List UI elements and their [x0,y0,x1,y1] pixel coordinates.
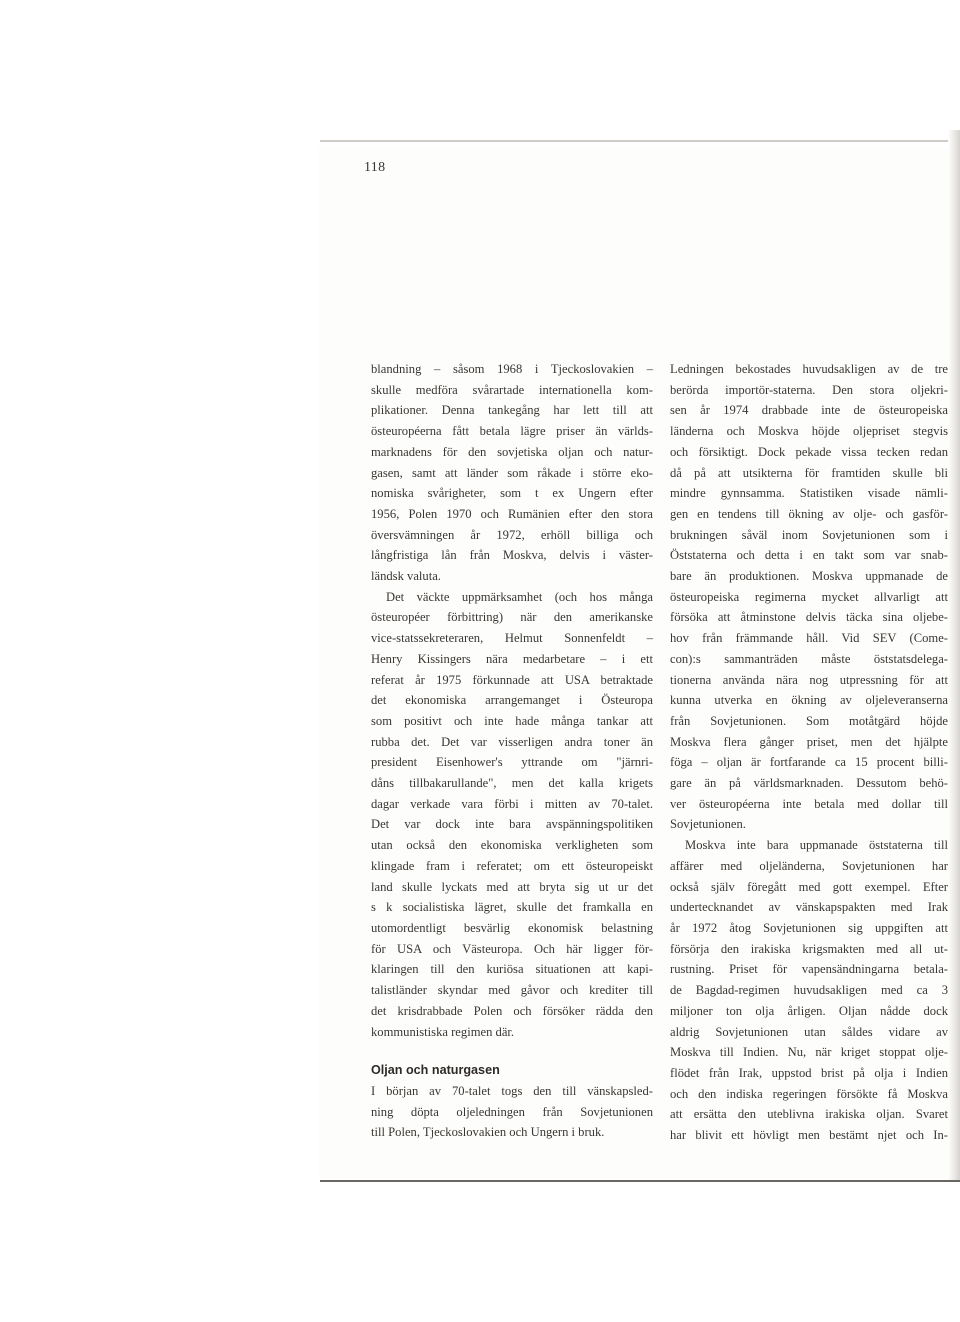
page-top-edge [320,140,960,142]
text-line: Moskva till Indien. Nu, när kriget stoppat olje- [670,1045,948,1060]
text-line: östeuropéerna fått betala lägre priser än världs- [371,424,653,439]
text-line: bare än produktionen. Moskva uppmanade de [670,569,948,584]
right-paragraph-1 [670,359,948,835]
text-line: länderna och Moskva höjde oljepriset stegvis [670,424,948,439]
text-line: Det var dock inte bara avspänningspolitiken [371,817,653,832]
text-line: och försiktigt. Dock pekade vissa tecken redan [670,444,948,459]
text-line: från Sovjetunionen. Som motåtgärd höjde [670,713,948,728]
text-line: undertecknandet av vänskapspakten med Irak [670,900,948,915]
text-line: gen en tendens till ökning av olje- och gasför- [670,506,948,521]
text-line: att ersätta den uteblivna irakiska oljan. Svaret [670,1107,948,1122]
text-line: hov från främmande håll. Vid SEV (Come- [670,631,948,646]
text-line: för USA och Västeuropa. Och här ligger för- [371,941,653,956]
text-line: klingade fram i referatet; om ett östeuropeiskt [371,858,653,873]
text-line: s k socialistiska lägret, skulle det framkalla en [371,900,653,915]
text-line: vice-statssekreteraren, Helmut Sonnenfeldt – [371,631,653,646]
text-line: rubba det. Det var visserligen andra toner än [371,734,653,749]
section-heading: Oljan och naturgasen [371,1063,500,1078]
text-line: marknadens för den sovjetiska oljan och natur- [371,444,653,459]
text-line: brukningen såväl inom Sovjetunionen som i [670,527,948,542]
text-line: försöka att åtminstone delvis täcka sina oljebe- [670,610,948,625]
text-line: år 1972 åtog Sovjetunionen sig uppgiften att [670,920,948,935]
text-line: con):s sammanträden måste öststatsdelega- [670,651,948,666]
page-bottom-edge [320,1180,960,1182]
text-line: och den indiska regeringen försökte få Moskva [670,1086,948,1101]
text-line: nomiska svårigheter, som t ex Ungern efter [371,486,653,501]
text-line: miljoner ton olja årligen. Oljan nådde dock [670,1003,948,1018]
text-line: som positivt och inte hade många tankar att [371,713,653,728]
text-line: klaringen till den kuriösa situationen att kapi- [371,962,653,977]
text-line: dåns tillbakarullande", men det kalla krigets [371,776,653,791]
text-line: rustning. Priset för vapensändningarna betala- [670,962,948,977]
text-line: referat år 1975 förkunnade att USA betraktade [371,672,653,687]
text-line: till Polen, Tjeckoslovakien och Ungern i bruk. [371,1125,605,1140]
text-line: det ekonomiska arrangemanget i Östeuropa [371,693,653,708]
text-line: utan också den ekonomiska verkligheten som [371,838,653,853]
right-paragraph-2 [670,835,948,1146]
text-line: Moskva inte bara uppmanade öststaterna till [685,838,948,853]
left-paragraph-2 [371,587,653,1042]
text-line: Det väckte uppmärksamhet (och hos många [386,589,653,604]
left-paragraph-3 [371,1081,653,1143]
text-line: de Bagdad-regimen huvudsakligen med ca 3 [670,983,948,998]
text-line: land skulle lyckats med att bryta sig ut ur det [371,879,653,894]
text-line: 1956, Polen 1970 och Rumänien efter den stora [371,506,653,521]
text-line: utomordentligt besvärlig ekonomisk belastning [371,920,653,935]
text-line: sen år 1974 drabbade inte de östeuropeiska [670,403,948,418]
left-column [371,359,653,1143]
text-line: Ledningen bekostades huvudsakligen av de tre [670,362,948,376]
text-line: långfristiga lån från Moskva, delvis i väster- [371,548,653,563]
text-line: aldrig Sovjetunionen utan såldes vidare av [670,1024,948,1039]
text-line: mindre gynnsamma. Statistiken visade nämli- [670,486,948,501]
text-line: Henry Kissingers nära medarbetare – i ett [371,651,653,666]
text-line: Moskva flera gånger priset, men det hjälpte [670,734,948,749]
text-line: plikationer. Denna tankegång har lett till att [371,403,653,418]
text-line: talistländer skyndar med gåvor och krediter till [371,983,653,998]
text-line: dagar verkade vara förbi i mitten av 70-talet. [371,796,653,811]
text-line: försörja den irakiska krigsmakten med all ut- [670,941,948,956]
text-line: skulle medföra svårartade internationella kom- [371,382,653,397]
text-line: har blivit ett hövligt men bestämt njet och In- [670,1128,948,1143]
text-line: kunna utverka en ökning av oljeleveranserna [670,693,948,708]
text-line: översvämningen år 1972, erhöll billiga och [371,527,653,542]
text-line: gasen, samt att länder som råkade i större eko- [371,465,653,480]
text-line: ländsk valuta. [371,569,441,584]
text-line: då på att utsikterna för framtiden skulle bli [670,465,948,480]
text-line: ning döpta oljeledningen från Sovjetunionen [371,1104,653,1119]
text-line: det krisdrabbade Polen och försöker rädda den [371,1003,653,1018]
text-line: tionerna använda nära nog utpressning för att [670,672,948,687]
text-line: blandning – såsom 1968 i Tjeckoslovakien – [371,362,653,376]
text-line: östeuropéer förbittring) när den amerikanske [371,610,653,625]
page-number: 118 [364,160,386,175]
right-column [670,359,948,1146]
text-line: berörda importör-staterna. Den stora oljekri- [670,382,948,397]
text-line: Sovjetunionen. [670,817,746,832]
text-line: Öststaterna och detta i en takt som var snab- [670,548,948,563]
left-paragraph-1 [371,359,653,587]
text-line: gare än på världsmarknaden. Dessutom behö- [670,776,948,791]
text-line: affärer med oljeländerna, Sovjetunionen har [670,858,948,873]
text-line: flödet från Irak, uppstod brist på olja i Indien [670,1065,948,1080]
page-right-shadow [948,130,960,1180]
text-line: ver östeuropéerna inte betala med dollar till [670,796,948,811]
text-line: president Eisenhower's yttrande om "järnri- [371,755,653,770]
text-line: östeuropeiska regimerna mycket allvarligt att [670,589,948,604]
text-line: föga – oljan är fortfarande ca 15 procent billi- [670,755,948,770]
text-line: också själv föregått med gott exempel. Efter [670,879,948,894]
text-line: kommunistiska regimen där. [371,1024,515,1039]
text-line: I början av 70-talet togs den till vänskapsled- [371,1083,653,1098]
